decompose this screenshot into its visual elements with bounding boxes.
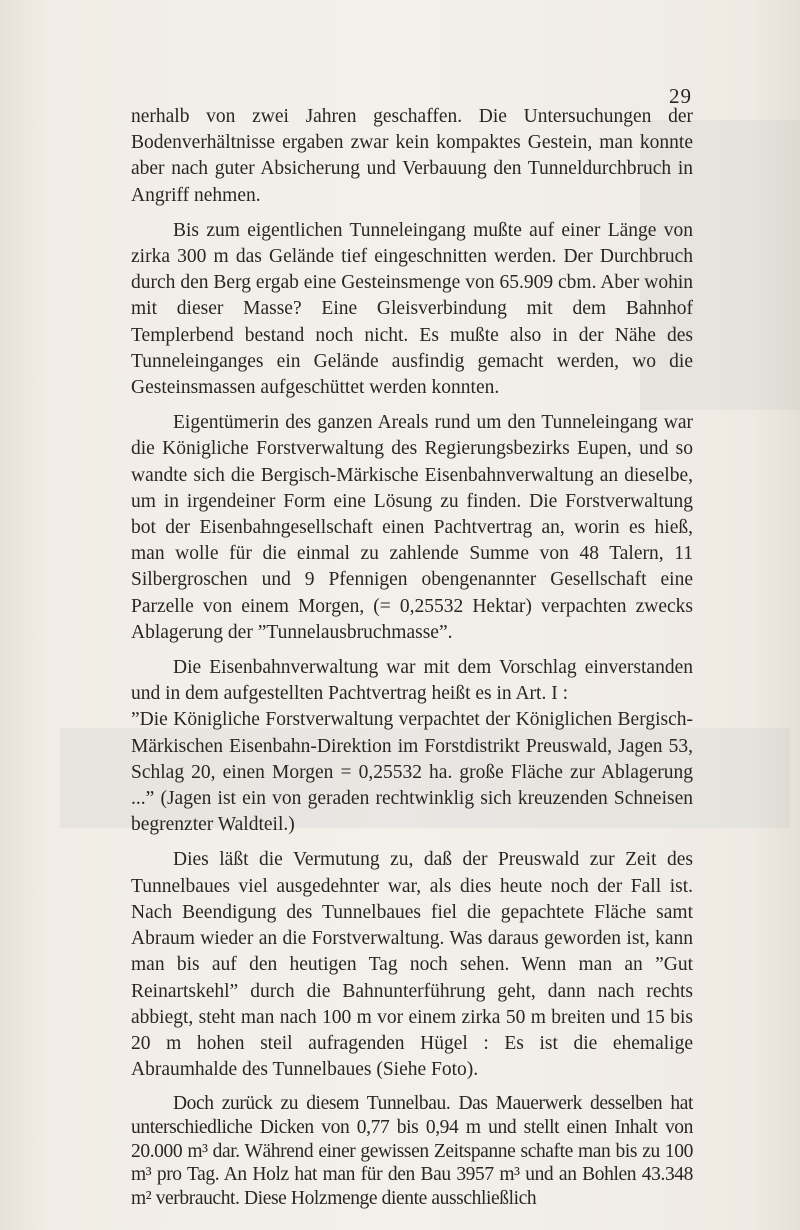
paragraph-3: Eigentümerin des ganzen Areals rund um den Tunneleingang war die Königliche Forstverwaltung des Regierungsbezirks Eupen, und so wandte sich die Bergisch-Märkische Eisenbahnverwaltung an dieselbe, um in irgendeiner Form eine Lösung zu finden. Die Forstverwaltung bot der Eisenbahngesellschaft einen Pachtvertrag an, worin es hieß, man wolle für die einmal zu zahlende Summe von 48 Talern, 11 Silbergroschen und 9 Pfennigen obengenannter Gesellschaft eine Parzelle von einem Morgen, (= 0,25532 Hektar) verpachten zwecks Ablagerung der ”Tunnelausbruchmasse”. [131, 412, 693, 643]
paragraph-6: Dies läßt die Vermutung zu, daß der Preuswald zur Zeit des Tunnelbaues viel ausgedehnter war, als dies heute noch der Fall ist. Nach Beendigung des Tunnelbaues fiel die gepachtete Fläche samt Abraum wieder an die Forstverwaltung. Was daraus geworden ist, kann man bis auf den heutigen Tag noch sehen. Wenn man an ”Gut Reinartskehl” durch die Bahnunterführung geht, dann nach rechts abbiegt, steht man nach 100 m vor einem zirka 50 m breiten und 15 bis 20 m hohen steil aufragenden Hügel : Es ist die ehemalige Abraumhalde des Tunnelbaues (Siehe Foto). [131, 849, 693, 1081]
paragraph-4: Die Eisenbahnverwaltung war mit dem Vorschlag einverstanden und in dem aufgestellten Pachtvertrag heißt es in Art. I : [131, 657, 693, 705]
page-number: 29 [669, 84, 692, 108]
paragraph-2: Bis zum eigentlichen Tunneleingang mußte auf einer Länge von zirka 300 m das Gelände tief eingeschnitten werden. Der Durchbruch durch den Berg ergab eine Gesteinsmenge von 65.909 cbm. Aber wohin mit dieser Masse? Eine Gleisverbindung mit dem Bahnhof Templerbend bestand noch nicht. Es mußte also in der Nähe des Tunneleinganges ein Gelände ausfindig gemacht werden, wo die Gesteinsmassen aufgeschüttet werden konnten. [131, 219, 693, 399]
quoted-contract-text: ”Die Königliche Forstverwaltung verpachtet der Königlichen Bergisch-Märkischen Eisenbahn-Direktion im Forstdistrikt Preuswald, Jagen 53, Schlag 20, einen Morgen = 0,25532 ha. große Fläche zur Ablagerung ...” (Jagen ist ein von geraden rechtwinklig sich kreuzenden Schneisen begrenzter Waldteil.) [131, 709, 693, 836]
paragraph-7: Doch zurück zu diesem Tunnelbau. Das Mauerwerk desselben hat unterschiedliche Dicken von 0,77 bis 0,94 m und stellt einen Inhalt von 20.000 m³ dar. Während einer gewissen Zeitspanne schafte man bis zu 100 m³ pro Tag. An Holz hat man für den Bau 3957 m³ und an Bohlen 43.348 m² verbraucht. Diese Holzmenge diente ausschließlich [131, 1093, 693, 1209]
paragraph-1: nerhalb von zwei Jahren geschaffen. Die Untersuchungen der Bodenverhältnisse ergaben zwar kein kompaktes Gestein, man konnte aber nach guter Absicherung und Verbauung den Tunneldurchbruch in Angriff nehmen. [131, 106, 693, 206]
body-text [131, 104, 693, 1210]
